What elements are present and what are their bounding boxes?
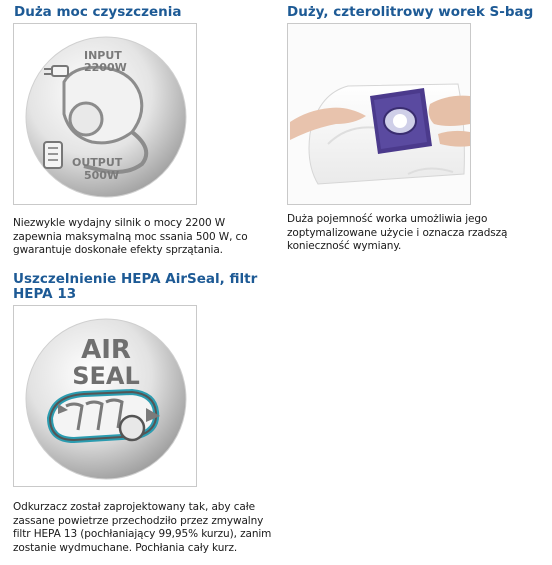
output-value: 500W <box>84 169 120 182</box>
feature-description: Odkurzacz został zaprojektowany tak, aby całe zassane powietrze przechodziło przez zmywalny filtr HEPA 13 (pochłaniający 99,95% kurzu), zanim zostanie wydmuchane. Pochłania cały kurz. <box>13 501 272 554</box>
feature-description: Niezwykle wydajny silnik o mocy 2200 W zapewnia maksymalną moc ssania 500 W, co gwarantuje doskonałe efekty sprzątania. <box>13 217 248 256</box>
s-bag-photo <box>288 24 470 204</box>
airseal-line2: SEAL <box>72 362 140 390</box>
power-vacuum-icon <box>14 24 196 204</box>
output-label: OUTPUT <box>72 156 123 169</box>
feature-title: Duży, czterolitrowy worek S-bag <box>287 4 534 20</box>
feature-image <box>287 23 471 205</box>
feature-image <box>13 23 197 205</box>
airseal-icon <box>14 306 196 486</box>
feature-description: Duża pojemność worka umożliwia jego zoptymalizowane użycie i oznacza rzadszą konieczność wymiany. <box>287 213 508 252</box>
input-value: 2200W <box>84 61 127 74</box>
feature-title: Duża moc czyszczenia <box>14 4 182 20</box>
input-label: INPUT <box>84 49 122 62</box>
feature-title: Uszczelnienie HEPA AirSeal, filtr HEPA 13 <box>13 271 258 302</box>
airseal-line1: AIR <box>81 335 131 365</box>
feature-image <box>13 305 197 487</box>
